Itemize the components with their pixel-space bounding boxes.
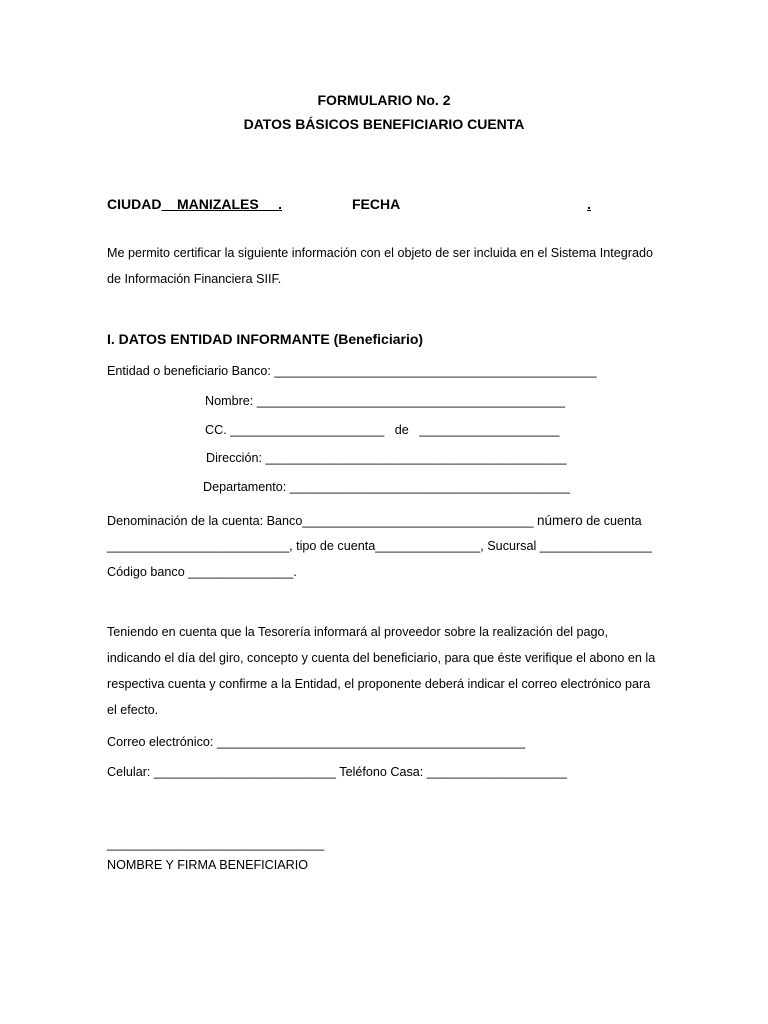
section-heading: I. DATOS ENTIDAD INFORMANTE (Beneficiario) bbox=[107, 331, 424, 347]
form-subtitle: DATOS BÁSICOS BENEFICIARIO CUENTA bbox=[243, 116, 525, 132]
cuenta-de-cuenta: de cuenta bbox=[586, 514, 642, 528]
paragraph-line-2: indicando el día del giro, concepto y cuenta del beneficiario, para que éste verifique el abono en la bbox=[107, 651, 656, 665]
cuenta-line-2: __________________________, tipo de cuenta_______________, Sucursal ________________ bbox=[107, 539, 652, 553]
signature-label: NOMBRE Y FIRMA BENEFICIARIO bbox=[107, 858, 309, 872]
fecha-label: FECHA bbox=[352, 196, 401, 212]
paragraph-line-1: Teniendo en cuenta que la Tesorería informará al proveedor sobre la realización del pago, bbox=[107, 625, 609, 639]
entidad-line: Entidad o beneficiario Banco: ______________________________________________ bbox=[107, 364, 597, 378]
paragraph-line-3: respectiva cuenta y confirme a la Entidad, el proponente deberá indicar el correo electrónico para bbox=[107, 677, 651, 691]
signature-line: _______________________________ bbox=[107, 837, 325, 851]
ciudad-value: MANIZALES . bbox=[177, 196, 283, 212]
celular-line: Celular: __________________________ Teléfono Casa: ____________________ bbox=[107, 765, 567, 779]
form-title: FORMULARIO No. 2 bbox=[317, 92, 451, 108]
cuenta-line-3: Código banco _______________. bbox=[107, 565, 297, 579]
cc-field: CC. ______________________ bbox=[205, 423, 385, 437]
intro-line-1: Me permito certificar la siguiente información con el objeto de ser incluida en el Sistema Integrado bbox=[107, 246, 654, 260]
cc-line bbox=[205, 423, 559, 437]
cuenta-banco: Denominación de la cuenta: Banco_________________________________ bbox=[107, 514, 534, 528]
ciudad-label: CIUDAD bbox=[107, 196, 162, 212]
cuenta-line-1 bbox=[107, 513, 642, 528]
nombre-line: Nombre: ____________________________________________ bbox=[205, 394, 565, 408]
cuenta-numero-word: número bbox=[536, 513, 583, 528]
cc-de-field: ____________________ bbox=[419, 423, 560, 437]
correo-line: Correo electrónico: ____________________________________________ bbox=[107, 735, 526, 749]
cc-de-label: de bbox=[394, 423, 409, 437]
departamento-line: Departamento: ________________________________________ bbox=[203, 480, 570, 494]
ciudad-row bbox=[107, 196, 282, 212]
fecha-row bbox=[352, 196, 591, 212]
intro-line-2: de Información Financiera SIIF. bbox=[107, 272, 282, 286]
paragraph-line-4: el efecto. bbox=[107, 703, 159, 717]
direccion-line: Dirección: ___________________________________________ bbox=[206, 451, 567, 465]
fecha-blank: . bbox=[587, 196, 591, 212]
